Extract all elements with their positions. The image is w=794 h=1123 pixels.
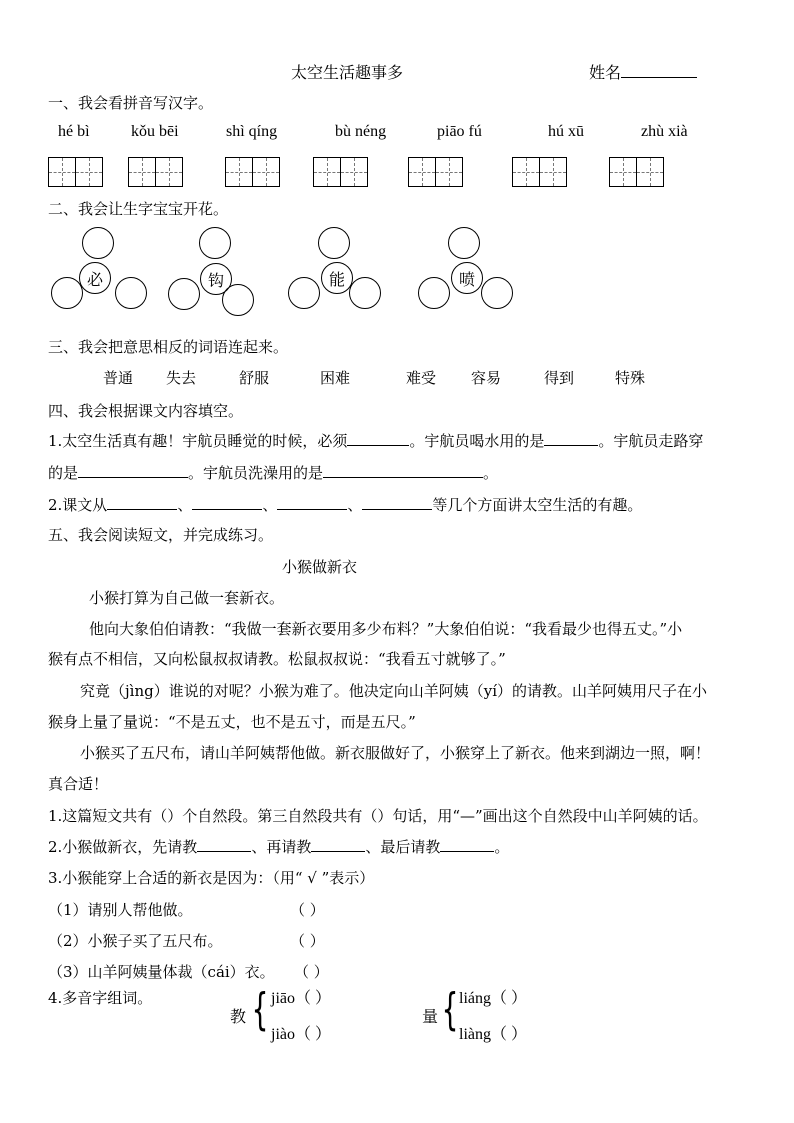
antonym-word[interactable]: 失去: [166, 369, 197, 387]
polyphone-reading[interactable]: liàng（ ）: [459, 1026, 527, 1043]
petal-circle[interactable]: [199, 227, 231, 259]
question-text: 的是: [48, 464, 79, 482]
story-paragraph-2-cont: 猴有点不相信，又向松鼠叔叔请教。松鼠叔叔说：“我看五寸就够了。”: [48, 650, 506, 668]
writing-grid[interactable]: [539, 157, 567, 187]
answer-blank[interactable]: [197, 837, 251, 852]
polyphone-reading[interactable]: jiāo（ ）: [271, 990, 331, 1007]
writing-grid[interactable]: [75, 157, 103, 187]
question-text: 2.小猴做新衣，先请教: [48, 838, 198, 856]
section-2-heading: 二、我会让生字宝宝开花。: [48, 200, 229, 218]
option-3: （3）山羊阿姨量体裁（cái）衣。: [48, 963, 275, 981]
pinyin-6: hú xū: [548, 123, 584, 140]
option-2-checkbox[interactable]: （ ）: [290, 932, 325, 950]
petal-circle[interactable]: [288, 277, 320, 309]
reading-question-2: [48, 836, 509, 857]
story-paragraph-4-cont: 真合适！: [48, 775, 109, 793]
name-blank[interactable]: [621, 63, 697, 78]
petal-circle[interactable]: [115, 277, 147, 309]
flower-center: [79, 262, 111, 294]
writing-grid[interactable]: [313, 157, 341, 187]
answer-blank[interactable]: [192, 495, 262, 510]
story-paragraph-1: 小猴打算为自己做一套新衣。: [89, 589, 285, 607]
polyphone-reading[interactable]: jiào（ ）: [271, 1026, 331, 1043]
question-text: 、再请教: [251, 838, 312, 856]
brace-icon: {: [441, 984, 459, 1035]
petal-circle[interactable]: [82, 227, 114, 259]
writing-grid[interactable]: [636, 157, 664, 187]
pinyin-3: shì qíng: [226, 123, 278, 140]
fill-question-2: [48, 494, 642, 515]
pinyin-2: kǒu bēi: [131, 123, 179, 140]
fill-question-1-line-1: [48, 430, 703, 451]
question-text: 2.课文从: [48, 496, 108, 514]
separator: 、: [177, 496, 193, 514]
flower-char: 必: [86, 269, 103, 289]
petal-circle[interactable]: [168, 278, 200, 310]
reading-question-1: 1.这篇短文共有（）个自然段。第三自然段共有（）句话，用“—”画出这个自然段中山羊阿姨的话。: [48, 807, 708, 825]
writing-grid[interactable]: [128, 157, 156, 187]
question-text: 。: [494, 838, 510, 856]
answer-blank[interactable]: [107, 495, 177, 510]
separator: 、: [262, 496, 278, 514]
antonym-word[interactable]: 容易: [471, 369, 502, 387]
polyphone-char: 教: [230, 1007, 247, 1026]
writing-grid[interactable]: [512, 157, 540, 187]
writing-grid[interactable]: [252, 157, 280, 187]
petal-circle[interactable]: [349, 277, 381, 309]
petal-circle[interactable]: [448, 227, 480, 259]
flower-char: 喷: [458, 269, 475, 289]
option-1: （1）请别人帮他做。: [48, 901, 193, 919]
flower-center: [321, 262, 353, 294]
question-text: 等几个方面讲太空生活的有趣。: [432, 496, 643, 514]
antonym-word[interactable]: 困难: [320, 369, 351, 387]
name-label: 姓名: [589, 63, 622, 82]
antonym-word[interactable]: 舒服: [239, 369, 270, 387]
answer-blank[interactable]: [362, 495, 432, 510]
option-2: （2）小猴子买了五尺布。: [48, 932, 223, 950]
answer-blank[interactable]: [323, 463, 483, 478]
story-title: 小猴做新衣: [282, 558, 358, 576]
question-text: 1.太空生活真有趣！宇航员睡觉的时候，必须: [48, 432, 348, 450]
question-text: 。宇航员喝水用的是: [409, 432, 545, 450]
pinyin-5: piāo fú: [437, 123, 482, 140]
answer-blank[interactable]: [277, 495, 347, 510]
reading-question-4: 4.多音字组词。: [48, 989, 153, 1007]
name-field[interactable]: [589, 60, 697, 83]
story-paragraph-3: 究竟（jìng）谁说的对呢？小猴为难了。他决定向山羊阿姨（yí）的请教。山羊阿姨用尺子在小: [80, 682, 707, 700]
writing-grid[interactable]: [48, 157, 76, 187]
polyphone-char: 量: [422, 1007, 439, 1026]
petal-circle[interactable]: [418, 277, 450, 309]
petal-circle[interactable]: [51, 277, 83, 309]
petal-circle[interactable]: [481, 277, 513, 309]
antonym-word[interactable]: 特殊: [615, 369, 646, 387]
flower-center: [451, 262, 483, 294]
writing-grid[interactable]: [155, 157, 183, 187]
question-text: 。宇航员洗澡用的是: [188, 464, 324, 482]
option-3-checkbox[interactable]: （ ）: [294, 963, 329, 981]
story-paragraph-3-cont: 猴身上量了量说：“不是五丈，也不是五寸，而是五尺。”: [48, 713, 416, 731]
answer-blank[interactable]: [78, 463, 188, 478]
page-title: 太空生活趣事多: [291, 63, 404, 82]
separator: 、: [347, 496, 363, 514]
answer-blank[interactable]: [544, 431, 598, 446]
flower-char: 钩: [207, 270, 224, 290]
brace-icon: {: [251, 984, 269, 1035]
section-1-heading: 一、我会看拼音写汉字。: [48, 94, 214, 112]
writing-grid[interactable]: [435, 157, 463, 187]
answer-blank[interactable]: [440, 837, 494, 852]
answer-blank[interactable]: [311, 837, 365, 852]
pinyin-7: zhù xià: [641, 123, 688, 140]
story-paragraph-2: 他向大象伯伯请教：“我做一套新衣要用多少布料？”大象伯伯说：“我看最少也得五丈。”小: [89, 620, 683, 638]
writing-grid[interactable]: [609, 157, 637, 187]
pinyin-4: bù néng: [335, 123, 387, 140]
writing-grid[interactable]: [225, 157, 253, 187]
story-paragraph-4: 小猴买了五尺布，请山羊阿姨帮他做。新衣服做好了，小猴穿上了新衣。他来到湖边一照，啊！: [80, 744, 711, 762]
option-1-checkbox[interactable]: （ ）: [290, 901, 325, 919]
polyphone-reading[interactable]: liáng（ ）: [459, 990, 527, 1007]
antonym-word[interactable]: 普通: [103, 369, 134, 387]
reading-question-3: 3.小猴能穿上合适的新衣是因为：（用“ √ ”表示）: [48, 869, 375, 887]
petal-circle[interactable]: [222, 284, 254, 316]
writing-grid[interactable]: [408, 157, 436, 187]
section-4-heading: 四、我会根据课文内容填空。: [48, 402, 244, 420]
flower-char: 能: [328, 269, 345, 289]
question-text: 。: [483, 464, 499, 482]
fill-question-1-line-2: [48, 462, 498, 483]
question-text: 。宇航员走路穿: [598, 432, 704, 450]
petal-circle[interactable]: [318, 227, 350, 259]
pinyin-1: hé bì: [58, 123, 90, 140]
writing-grid[interactable]: [340, 157, 368, 187]
section-3-heading: 三、我会把意思相反的词语连起来。: [48, 338, 289, 356]
antonym-word[interactable]: 难受: [406, 369, 437, 387]
antonym-word[interactable]: 得到: [544, 369, 575, 387]
question-text: 、最后请教: [365, 838, 441, 856]
answer-blank[interactable]: [347, 431, 409, 446]
section-5-heading: 五、我会阅读短文，并完成练习。: [48, 526, 274, 544]
